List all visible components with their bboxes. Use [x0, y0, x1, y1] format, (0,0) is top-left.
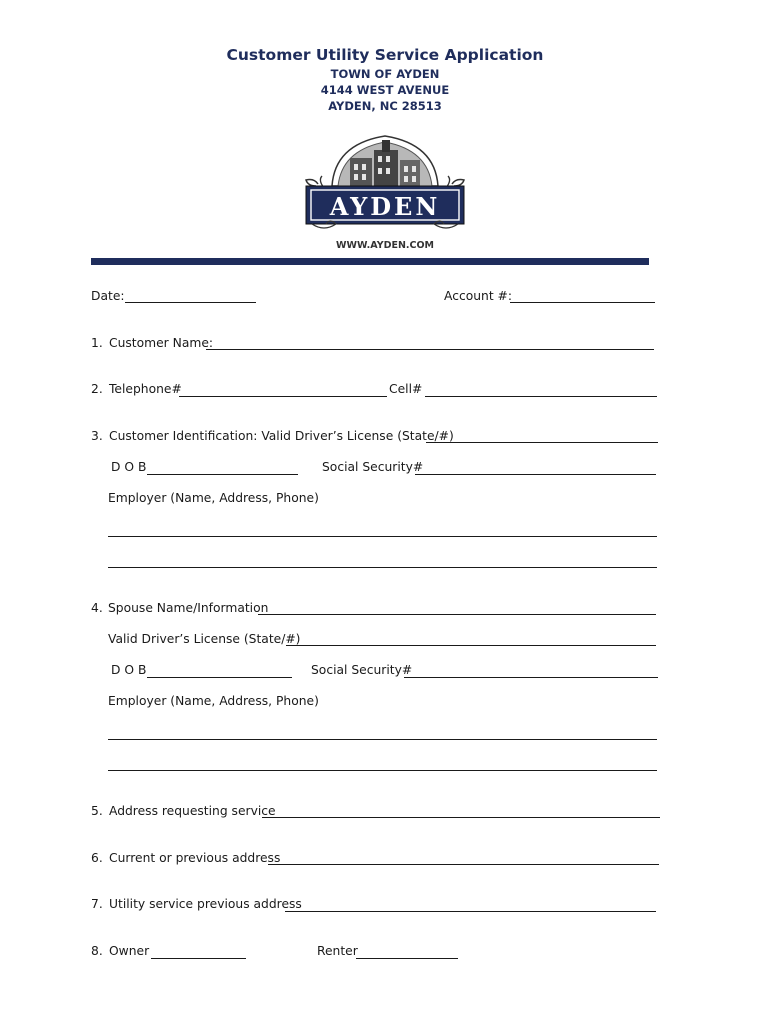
header-divider — [91, 258, 649, 265]
renter-field[interactable] — [356, 958, 458, 959]
spouse-label: Spouse Name/Information — [108, 601, 273, 615]
building-emblem — [306, 136, 464, 188]
q2-number: 2. — [91, 382, 103, 396]
spouse-ssn-field[interactable] — [404, 677, 658, 678]
q6-number: 6. — [91, 851, 103, 865]
logo-url: WWW.AYDEN.COM — [335, 240, 435, 251]
customer-dob-label: D O B — [111, 460, 151, 474]
customer-employer-line-1[interactable] — [108, 536, 657, 537]
account-label: Account #: — [444, 289, 516, 303]
spouse-license-field[interactable] — [286, 645, 656, 646]
utility-previous-address-field[interactable] — [285, 911, 656, 912]
q4-number: 4. — [91, 601, 103, 615]
q8-number: 8. — [91, 944, 103, 958]
q7-number: 7. — [91, 897, 103, 911]
customer-license-field[interactable] — [426, 442, 658, 443]
service-address-label: Address requesting service — [109, 804, 280, 818]
spouse-license-label: Valid Driver’s License (State/#) — [108, 632, 305, 646]
previous-address-label: Current or previous address — [109, 851, 285, 865]
renter-label: Renter — [317, 944, 358, 958]
spouse-dob-label: D O B — [111, 663, 151, 677]
page-title: Customer Utility Service Application — [226, 46, 544, 64]
utility-previous-address-label: Utility service previous address — [109, 897, 306, 911]
q3-number: 3. — [91, 429, 103, 443]
city-state-zip: AYDEN, NC 28513 — [328, 99, 442, 113]
q1-number: 1. — [91, 336, 103, 350]
logo-wordmark: AYDEN — [329, 192, 441, 221]
customer-ssn-field[interactable] — [415, 474, 656, 475]
spouse-employer-line-1[interactable] — [108, 739, 657, 740]
date-field[interactable] — [125, 302, 256, 303]
customer-dob-field[interactable] — [147, 474, 298, 475]
owner-label: Owner — [109, 944, 154, 958]
owner-field[interactable] — [151, 958, 246, 959]
customer-id-label: Customer Identification: Valid Driver’s License (State/#) — [109, 429, 458, 443]
spouse-employer-line-2[interactable] — [108, 770, 657, 771]
customer-name-field[interactable] — [206, 349, 654, 350]
town-name: TOWN OF AYDEN — [330, 67, 440, 81]
cell-field[interactable] — [425, 396, 657, 397]
cell-label: Cell# — [389, 382, 427, 396]
spouse-employer-label: Employer (Name, Address, Phone) — [108, 694, 319, 708]
telephone-field[interactable] — [179, 396, 387, 397]
spouse-name-field[interactable] — [258, 614, 656, 615]
customer-name-label: Customer Name: — [109, 336, 217, 350]
date-label: Date: — [91, 289, 129, 303]
spouse-ssn-label: Social Security# — [311, 663, 417, 677]
telephone-label: Telephone# — [109, 382, 186, 396]
customer-employer-label: Employer (Name, Address, Phone) — [108, 491, 319, 505]
ayden-logo — [302, 128, 468, 252]
service-address-field[interactable] — [262, 817, 660, 818]
spouse-dob-field[interactable] — [147, 677, 292, 678]
q5-number: 5. — [91, 804, 103, 818]
account-field[interactable] — [510, 302, 655, 303]
customer-employer-line-2[interactable] — [108, 567, 657, 568]
previous-address-field[interactable] — [268, 864, 659, 865]
street-address: 4144 WEST AVENUE — [320, 83, 450, 97]
customer-ssn-label: Social Security# — [322, 460, 428, 474]
